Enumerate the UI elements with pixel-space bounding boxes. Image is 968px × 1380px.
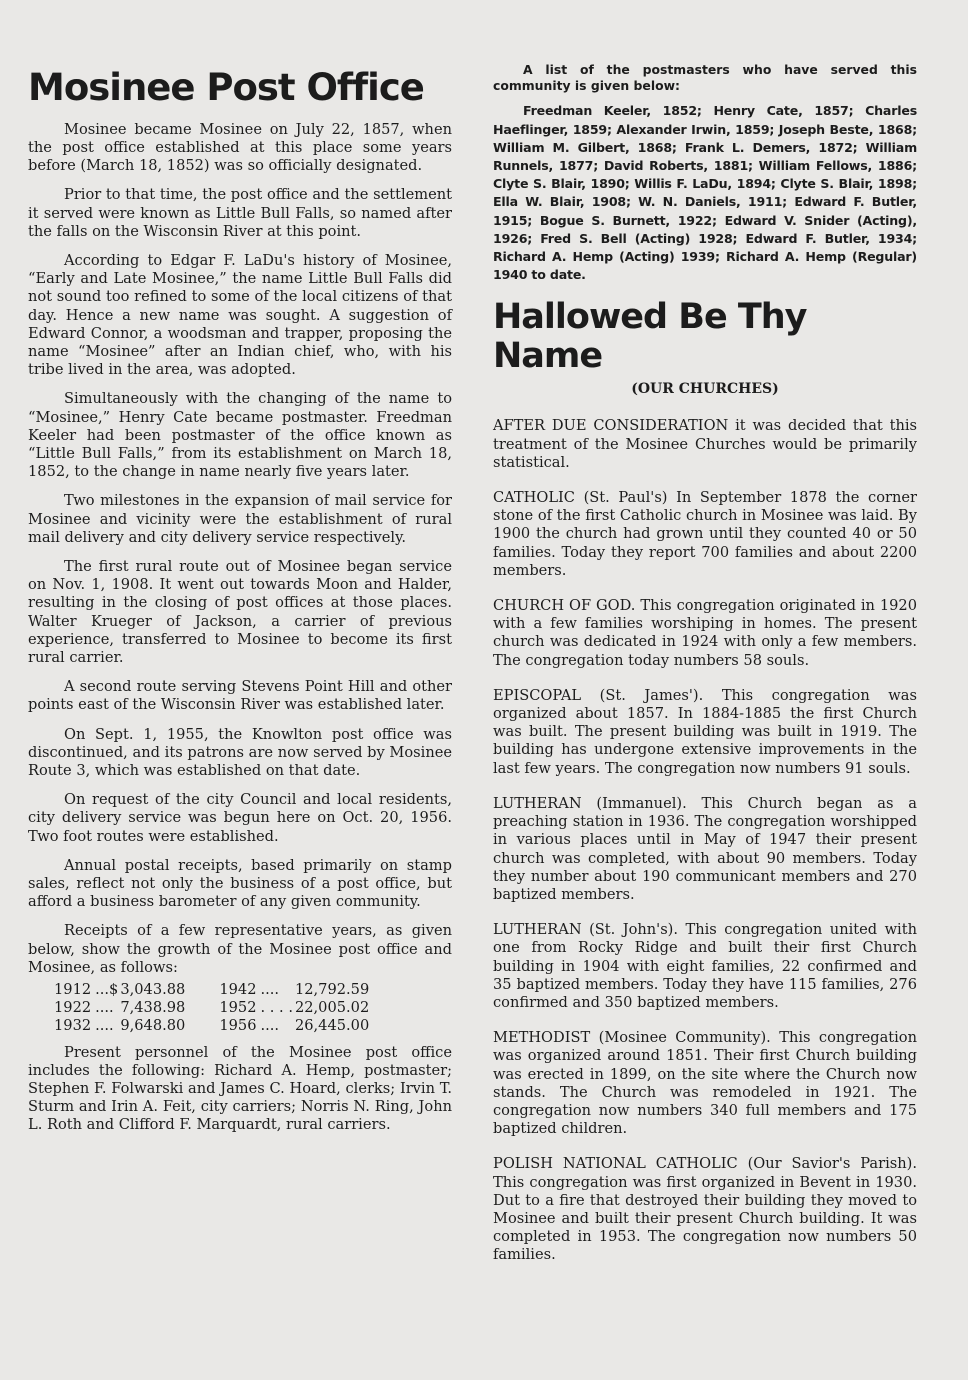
receipt-leader: ....	[95, 1017, 114, 1035]
paragraph: A second route serving Stevens Point Hill and other points east of the Wisconsin River was established later.	[28, 678, 452, 714]
paragraph: The first rural route out of Mosinee began service on Nov. 1, 1908. It went out towards Moon and Halder, resulting in the closing of post offices at those places. Walter Krueger of Jackson, a carrier of previous experience, transferred to Mosinee to become its first rural carrier.	[28, 557, 452, 666]
receipt-year: 1932	[54, 1017, 92, 1035]
receipt-amount: 3,043.88	[120, 981, 186, 999]
table-row	[54, 1017, 369, 1035]
church-entry: EPISCOPAL (St. James'). This congregation was organized about 1857. In 1884-1885 the first Church was built. The present building was built in 1919. The building has undergone extensive improvements in the last few years. The congregation now numbers 91 souls.	[493, 686, 917, 777]
receipts-table	[54, 981, 369, 1036]
paragraph: Receipts of a few representative years, as given below, show the growth of the Mosinee post office and Mosinee, as follows:	[28, 922, 452, 976]
receipt-year: 1952	[219, 999, 257, 1017]
receipt-leader: ....	[260, 1017, 280, 1035]
church-entry: AFTER DUE CONSIDERATION it was decided that this treatment of the Mosinee Churches would be primarily statistical.	[493, 417, 917, 471]
table-row	[54, 999, 369, 1017]
post-office-column	[28, 68, 452, 1146]
churches-subtitle: (OUR CHURCHES)	[631, 381, 779, 398]
paragraph: Prior to that time, the post office and the settlement it served were known as Little Bull Falls, so named after the falls on the Wisconsin River at this point.	[28, 186, 452, 240]
personnel-paragraph: Present personnel of the Mosinee post office includes the following: Richard A. Hemp, postmaster; Stephen F. Folwarski and James C. Hoard, clerks; Irvin T. Sturm and Irin A. Feit, city carriers; Norris N. Ring, John L. Roth and Clifford F. Marquardt, rural carriers.	[28, 1043, 452, 1134]
churches-column	[493, 62, 917, 1282]
post-office-title: Mosinee Post Office	[28, 66, 424, 109]
receipt-year: 1912	[54, 981, 92, 999]
postmasters-intro: A list of the postmasters who have served this community is given below:	[493, 62, 917, 94]
churches-title: Hallowed Be Thy Name	[493, 297, 807, 376]
church-entry: POLISH NATIONAL CATHOLIC (Our Savior's Parish). This congregation was first organized in Bevent in 1930. Dut to a fire that destroyed their building they moved to Mosinee and built their present Church building. It was completed in 1953. The congregation now numbers 50 families.	[493, 1155, 917, 1264]
postmasters-list: Freedman Keeler, 1852; Henry Cate, 1857; Charles Haeflinger, 1859; Alexander Irwin, 1859; Joseph Beste, 1868; William M. Gilbert, 1868; Frank L. Demers, 1872; William Runnels, 1877; David Roberts, 1881; William Fellows, 1886; Clyte S. Blair, 1890; Willis F. LaDu, 1894; Clyte S. Blair, 1898; Ella W. Blair, 1908; W. N. Daniels, 1911; Edward F. Butler, 1915; Bogue S. Burnett, 1922; Edward V. Snider (Acting), 1926; Fred S. Bell (Acting) 1928; Edward F. Butler, 1934; Richard A. Hemp (Acting) 1939; Richard A. Hemp (Regular) 1940 to date.	[493, 103, 917, 283]
receipt-year: 1942	[219, 981, 257, 999]
table-row	[54, 981, 369, 999]
church-entry: LUTHERAN (Immanuel). This Church began as a preaching station in 1936. The congregation worshipped in various places until in May of 1947 their present church was completed, with about 90 members. Today they number about 190 communicant members and 270 baptized members.	[493, 794, 917, 903]
paragraph: Mosinee became Mosinee on July 22, 1857, when the post office established at this place some years before (March 18, 1852) was so officially designated.	[28, 120, 452, 175]
receipt-amount: 9,648.80	[120, 1017, 186, 1035]
receipt-leader: ....	[95, 999, 114, 1017]
paragraph: On Sept. 1, 1955, the Knowlton post office was discontinued, and its patrons are now served by Mosinee Route 3, which was established on that date.	[28, 725, 452, 779]
paragraph: According to Edgar F. LaDu's history of Mosinee, “Early and Late Mosinee,” the name Little Bull Falls did not sound too refined to some of the local citizens of that day. Hence a new name was sought. A suggestion of Edward Connor, a woodsman and trapper, proposing the name “Mosinee” after an Indian chief, who, with his tribe lived in the area, was adopted.	[28, 251, 452, 379]
receipt-leader: ....	[260, 981, 280, 999]
church-entry: METHODIST (Mosinee Community). This congregation was organized around 1851. Their first Church building was erected in 1899, on the site where the Church now stands. The Church was remodeled in 1921. The congregation now numbers 340 full members and 175 baptized children.	[493, 1029, 917, 1138]
receipt-year: 1956	[219, 1017, 257, 1035]
paragraph: On request of the city Council and local residents, city delivery service was begun here on Oct. 20, 1956. Two foot routes were established.	[28, 791, 452, 845]
paragraph: Annual postal receipts, based primarily on stamp sales, reflect not only the business of a post office, but afford a business barometer of any given community.	[28, 856, 452, 911]
receipt-year: 1922	[54, 999, 92, 1017]
church-entry: CHURCH OF GOD. This congregation originated in 1920 with a few families worshiping in homes. The present church was dedicated in 1924 with only a few members. The congregation today numbers 58 souls.	[493, 597, 917, 669]
receipt-leader: . . . .	[260, 999, 293, 1017]
church-entry: LUTHERAN (St. John's). This congregation united with one from Rocky Ridge and built their first Church building in 1904 with eight families, 22 confirmed and 35 baptized members. Today they have 115 families, 276 confirmed and 350 baptized members.	[493, 921, 917, 1011]
paragraph: Two milestones in the expansion of mail service for Mosinee and vicinity were the establishment of rural mail delivery and city delivery service respectively.	[28, 492, 452, 546]
receipt-leader: ...$	[95, 981, 119, 999]
receipt-amount: 26,445.00	[294, 1017, 370, 1035]
receipt-amount: 22,005.02	[294, 999, 370, 1017]
church-entry: CATHOLIC (St. Paul's) In September 1878 the corner stone of the first Catholic church in Mosinee was laid. By 1900 the church had grown until they counted 40 or 50 families. Today they report 700 families and about 2200 members.	[493, 489, 917, 579]
paragraph: Simultaneously with the changing of the name to “Mosinee,” Henry Cate became postmaster. Freedman Keeler had been postmaster of the office known as “Little Bull Falls,” from its establishment on March 18, 1852, to the change in name nearly five years later.	[28, 390, 452, 481]
receipt-amount: 7,438.98	[120, 999, 186, 1017]
receipt-amount: 12,792.59	[294, 981, 370, 999]
